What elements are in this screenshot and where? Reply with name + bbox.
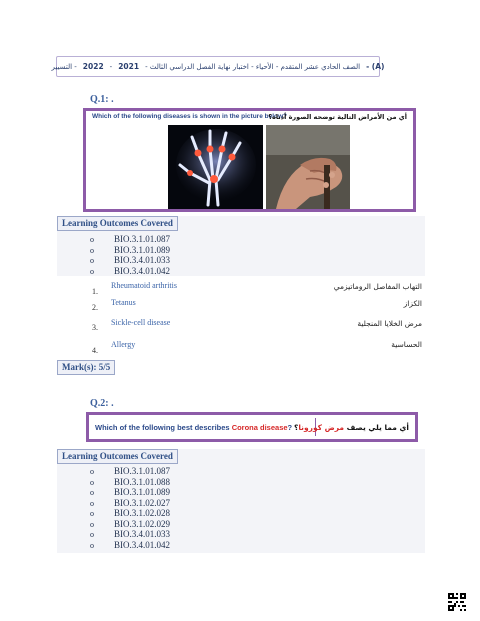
outcome-item: o BIO.3.1.01.088 [90,476,170,487]
outcome-item: o BIO.3.1.02.027 [90,497,170,508]
header-year-start: 2021 [118,62,140,71]
option-text-en: Allergy [111,340,136,349]
qr-code-icon [448,593,466,611]
q2-question-en: Which of the following best describes Corona disease? [95,423,293,432]
circle-bullet-icon: o [90,245,94,255]
circle-bullet-icon: o [90,509,94,518]
q1-question-box [83,108,416,212]
header-year-end: 2022 [82,62,104,71]
outcome-item: o BIO.3.4.01.033 [90,529,170,539]
exam-header [51,56,385,77]
option-text-ar: مرض الخلايا المنجلية [357,319,422,328]
q2-outcome-list [90,466,170,550]
q2-highlight-en: Corona disease [231,423,288,432]
option-text-ar: الحساسية [391,340,422,349]
q2-question-box [86,412,418,442]
option-text-en: Sickle-cell disease [111,318,171,327]
q1-outcome-list [90,234,170,276]
elderly-hands-image [266,125,350,209]
outcome-item: o BIO.3.1.01.087 [90,466,170,476]
option-text-en: Tetanus [111,298,136,307]
circle-bullet-icon: o [90,477,94,487]
circle-bullet-icon: o [90,530,94,539]
circle-bullet-icon: o [90,488,94,497]
outcome-item: o BIO.3.4.01.042 [90,539,170,550]
option-number: 2. [92,303,98,312]
q2-highlight-ar: مرض كورونا [298,423,345,432]
outcome-item: o BIO.3.4.01.042 [90,265,170,276]
circle-bullet-icon: o [90,498,94,508]
outcome-item: o BIO.3.1.01.087 [90,234,170,244]
circle-bullet-icon: o [90,266,94,276]
q2-learning-outcomes-title: Learning Outcomes Covered [57,449,178,464]
q1-learning-outcomes-title: Learning Outcomes Covered [57,216,178,231]
xray-hand-image [168,125,263,209]
q2-label: Q.2: . [90,398,114,409]
outcome-item: o BIO.3.1.01.089 [90,487,170,497]
q1-label: Q.1: . [90,94,114,105]
q1-marks: Mark(s): 5/5 [57,360,115,375]
circle-bullet-icon: o [90,540,94,550]
outcome-item: o BIO.3.1.02.029 [90,518,170,529]
circle-bullet-icon: o [90,235,94,244]
q2-question-ar: أي مما يلي يصف مرض كورونا؟ [293,423,409,432]
q1-question-en: Which of the following diseases is shown in the picture below? [92,113,288,120]
option-text-en: Rheumatoid arthritis [111,281,177,290]
option-text-ar: الكزاز [403,299,422,308]
q1-question-ar: أي من الأمراض التالية توضحه الصورة أدناه؟ [268,113,407,121]
header-track: - التسيير [51,62,77,71]
option-text-ar: التهاب المفاصل الروماتيزمي [333,282,422,291]
header-dash: - [109,62,113,71]
header-course: الصف الحادي عشر المتقدم - الأحياء - اختبار نهاية الفصل الدراسي الثالث - [145,62,361,71]
outcome-item: o BIO.3.1.01.089 [90,244,170,255]
circle-bullet-icon: o [90,256,94,265]
option-number: 3. [92,323,98,332]
option-number: 4. [92,346,98,355]
outcome-item: o BIO.3.1.02.028 [90,508,170,518]
circle-bullet-icon: o [90,467,94,476]
outcome-item: o BIO.3.4.01.033 [90,255,170,265]
circle-bullet-icon: o [90,519,94,529]
header-version: (A) - [366,62,385,71]
option-number: 1. [92,287,98,296]
